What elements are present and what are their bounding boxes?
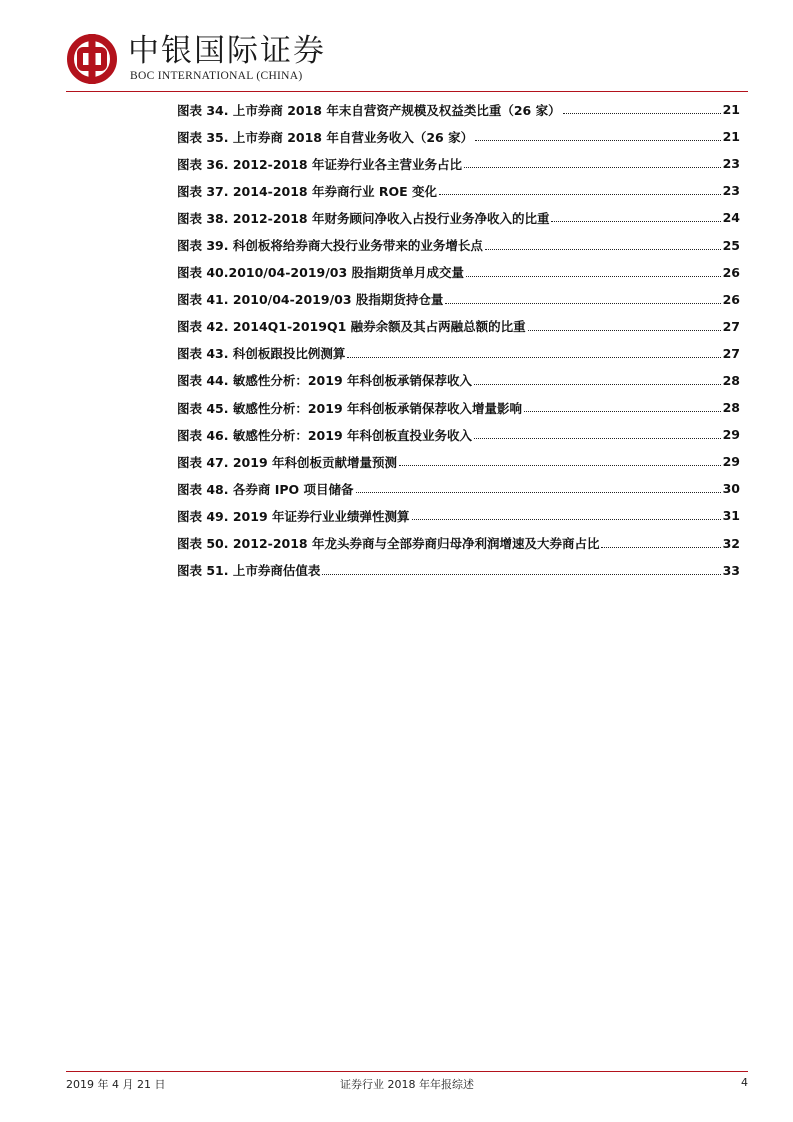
toc-dot-leader [399, 465, 721, 466]
header-divider [66, 91, 748, 92]
toc-entry[interactable] [177, 557, 740, 584]
toc-entry[interactable] [177, 259, 740, 286]
toc-dot-leader [474, 384, 721, 385]
toc-dot-leader [551, 221, 720, 222]
toc-dot-leader [485, 249, 721, 250]
toc-dot-leader [601, 547, 720, 548]
figure-list [177, 96, 740, 584]
toc-entry[interactable] [177, 448, 740, 475]
brand-name-en: BOC INTERNATIONAL (CHINA) [130, 70, 303, 82]
toc-dot-leader [475, 140, 721, 141]
toc-entry-page: 32 [722, 535, 740, 551]
toc-entry-title: 图表 42. 2014Q1-2019Q1 融券余额及其占两融总额的比重 [177, 319, 526, 335]
toc-dot-leader [412, 519, 721, 520]
toc-entry-page: 31 [722, 508, 740, 524]
toc-entry-title: 图表 36. 2012-2018 年证券行业各主营业务占比 [177, 156, 462, 172]
toc-dot-leader [322, 574, 720, 575]
toc-entry-page: 21 [722, 102, 740, 118]
toc-entry-title: 图表 46. 敏感性分析：2019 年科创板直投业务收入 [177, 427, 472, 443]
toc-entry[interactable] [177, 286, 740, 313]
toc-entry-page: 26 [722, 264, 740, 280]
toc-dot-leader [464, 167, 721, 168]
toc-entry-title: 图表 41. 2010/04-2019/03 股指期货持仓量 [177, 292, 444, 308]
toc-entry-page: 28 [722, 400, 740, 416]
toc-dot-leader [356, 492, 721, 493]
toc-entry-page: 24 [722, 210, 740, 226]
toc-entry-title: 图表 40.2010/04-2019/03 股指期货单月成交量 [177, 265, 465, 281]
toc-entry[interactable] [177, 204, 740, 231]
toc-entry[interactable] [177, 231, 740, 258]
toc-entry-page: 33 [722, 562, 740, 578]
toc-entry[interactable] [177, 421, 740, 448]
toc-entry-title: 图表 51. 上市券商估值表 [177, 563, 321, 579]
toc-dot-leader [466, 276, 721, 277]
brand-name-cn: 中银国际证券 [128, 33, 326, 69]
toc-entry-title: 图表 45. 敏感性分析：2019 年科创板承销保荐收入增量影响 [177, 400, 522, 416]
toc-entry-title: 图表 37. 2014-2018 年券商行业 ROE 变化 [177, 183, 437, 199]
toc-entry-page: 25 [722, 237, 740, 253]
toc-entry[interactable] [177, 313, 740, 340]
toc-entry[interactable] [177, 530, 740, 557]
toc-entry-title: 图表 47. 2019 年科创板贡献增量预测 [177, 454, 397, 470]
toc-entry-title: 图表 35. 上市券商 2018 年自营业务收入（26 家） [177, 129, 474, 145]
toc-entry[interactable] [177, 367, 740, 394]
toc-entry[interactable] [177, 96, 740, 123]
toc-dot-leader [474, 438, 721, 439]
page-footer [66, 1076, 748, 1092]
toc-entry-page: 26 [722, 291, 740, 307]
toc-entry-title: 图表 48. 各券商 IPO 项目储备 [177, 481, 354, 497]
toc-entry-title: 图表 34. 上市券商 2018 年末自营资产规模及权益类比重（26 家） [177, 102, 561, 118]
toc-entry-page: 29 [722, 454, 740, 470]
toc-dot-leader [347, 357, 720, 358]
toc-entry-title: 图表 49. 2019 年证券行业业绩弹性测算 [177, 508, 410, 524]
toc-entry-page: 28 [722, 372, 740, 388]
toc-dot-leader [563, 113, 721, 114]
toc-entry[interactable] [177, 394, 740, 421]
toc-entry-page: 27 [722, 318, 740, 334]
toc-entry[interactable] [177, 177, 740, 204]
toc-entry[interactable] [177, 475, 740, 502]
toc-entry[interactable] [177, 123, 740, 150]
toc-entry-title: 图表 44. 敏感性分析：2019 年科创板承销保荐收入 [177, 373, 472, 389]
toc-entry-page: 23 [722, 183, 740, 199]
toc-entry[interactable] [177, 502, 740, 529]
report-date: 2019 年 4 月 21 日 [66, 1078, 166, 1091]
toc-dot-leader [528, 330, 721, 331]
toc-entry-page: 23 [722, 156, 740, 172]
toc-dot-leader [445, 303, 720, 304]
report-title: 证券行业 2018 年年报综述 [340, 1078, 474, 1091]
footer-divider [66, 1071, 748, 1072]
toc-entry-title: 图表 39. 科创板将给券商大投行业务带来的业务增长点 [177, 238, 483, 254]
toc-entry[interactable] [177, 340, 740, 367]
toc-dot-leader [439, 194, 721, 195]
toc-entry-title: 图表 43. 科创板跟投比例测算 [177, 346, 346, 362]
toc-entry-page: 27 [722, 345, 740, 361]
page-header [0, 0, 793, 92]
toc-entry-page: 29 [722, 427, 740, 443]
toc-entry-title: 图表 38. 2012-2018 年财务顾问净收入占投行业务净收入的比重 [177, 210, 550, 226]
toc-entry[interactable] [177, 150, 740, 177]
page-number: 4 [741, 1076, 748, 1089]
toc-entry-page: 21 [722, 129, 740, 145]
toc-dot-leader [524, 411, 721, 412]
toc-entry-page: 30 [722, 481, 740, 497]
boc-logo-icon [66, 33, 118, 85]
toc-entry-title: 图表 50. 2012-2018 年龙头券商与全部券商归母净利润增速及大券商占比 [177, 536, 600, 552]
